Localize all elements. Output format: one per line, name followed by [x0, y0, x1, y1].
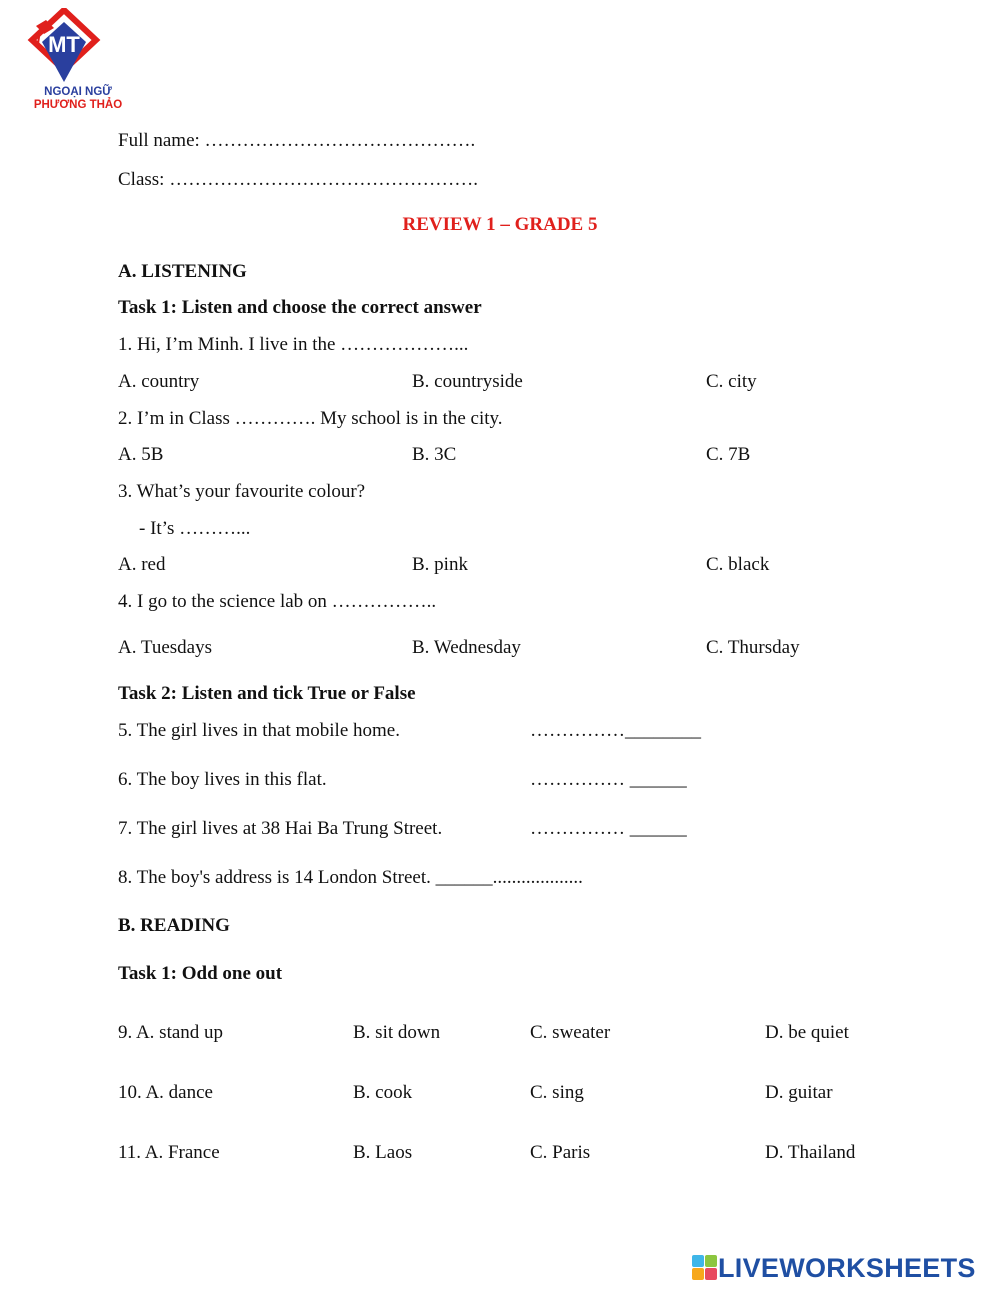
q1-option-c[interactable]: C. city	[706, 371, 757, 392]
listening-task1-heading: Task 1: Listen and choose the correct answer	[118, 297, 482, 318]
logo-line1: NGOẠI NGỮ	[44, 86, 112, 98]
statement-7-answer-blank[interactable]: …………… ______	[530, 818, 687, 839]
q11-option-c[interactable]: C. Paris	[530, 1142, 591, 1163]
logo-mark-icon	[14, 8, 114, 88]
q10-option-c[interactable]: C. sing	[530, 1082, 584, 1103]
section-listening-heading: A. LISTENING	[118, 261, 247, 282]
statement-6: 6. The boy lives in this flat.	[118, 769, 327, 790]
question-3: 3. What’s your favourite colour?	[118, 481, 366, 502]
statement-7: 7. The girl lives at 38 Hai Ba Trung Street.	[118, 818, 443, 839]
liveworksheets-wordmark: LIVEWORKSHEETS	[718, 1252, 976, 1283]
statement-8[interactable]: 8. The boy's address is 14 London Street. ______...................	[118, 867, 583, 888]
logo-mark-text: MT	[48, 32, 80, 57]
q9-option-c[interactable]: C. sweater	[530, 1022, 611, 1043]
q10-option-d[interactable]: D. guitar	[765, 1082, 833, 1103]
statement-5: 5. The girl lives in that mobile home.	[118, 720, 400, 741]
worksheet-title: REVIEW 1 – GRADE 5	[402, 214, 598, 235]
q9-option-b[interactable]: B. sit down	[353, 1022, 441, 1043]
q3-option-c[interactable]: C. black	[706, 554, 770, 575]
q3-option-b[interactable]: B. pink	[412, 554, 468, 575]
q1-option-a[interactable]: A. country	[118, 371, 200, 392]
question-3-answer-line: - It’s ………...	[139, 518, 251, 539]
q2-option-a[interactable]: A. 5B	[118, 444, 164, 465]
q11-option-a[interactable]: 11. A. France	[118, 1142, 220, 1163]
q11-option-b[interactable]: B. Laos	[353, 1142, 413, 1163]
q4-option-a[interactable]: A. Tuesdays	[118, 637, 212, 658]
q3-option-a[interactable]: A. red	[118, 554, 166, 575]
listening-task2-heading: Task 2: Listen and tick True or False	[118, 683, 416, 704]
logo-line2: PHƯƠNG THẢO	[33, 99, 123, 111]
class-line[interactable]: Class: ………………………………………….	[118, 169, 478, 190]
liveworksheets-logo-icon	[692, 1253, 718, 1283]
statement-5-answer-blank[interactable]: ……………________	[530, 720, 701, 741]
q9-option-a[interactable]: 9. A. stand up	[118, 1022, 224, 1043]
section-reading-heading: B. READING	[118, 915, 230, 936]
question-1: 1. Hi, I’m Minh. I live in the ………………...	[118, 334, 469, 355]
school-logo	[14, 8, 123, 118]
q1-option-b[interactable]: B. countryside	[412, 371, 523, 392]
q4-option-c[interactable]: C. Thursday	[706, 637, 800, 658]
q2-option-b[interactable]: B. 3C	[412, 444, 457, 465]
q9-option-d[interactable]: D. be quiet	[765, 1022, 849, 1043]
q2-option-c[interactable]: C. 7B	[706, 444, 751, 465]
q10-option-a[interactable]: 10. A. dance	[118, 1082, 213, 1103]
full-name-line[interactable]: Full name: …………………………………….	[118, 130, 476, 151]
liveworksheets-brand	[692, 1252, 976, 1284]
reading-task1-heading: Task 1: Odd one out	[118, 963, 283, 984]
question-2: 2. I’m in Class …………. My school is in the city.	[118, 408, 503, 429]
q10-option-b[interactable]: B. cook	[353, 1082, 413, 1103]
q11-option-d[interactable]: D. Thailand	[765, 1142, 856, 1163]
statement-6-answer-blank[interactable]: …………… ______	[530, 769, 687, 790]
question-4: 4. I go to the science lab on ……………..	[118, 591, 437, 612]
q4-option-b[interactable]: B. Wednesday	[412, 637, 521, 658]
